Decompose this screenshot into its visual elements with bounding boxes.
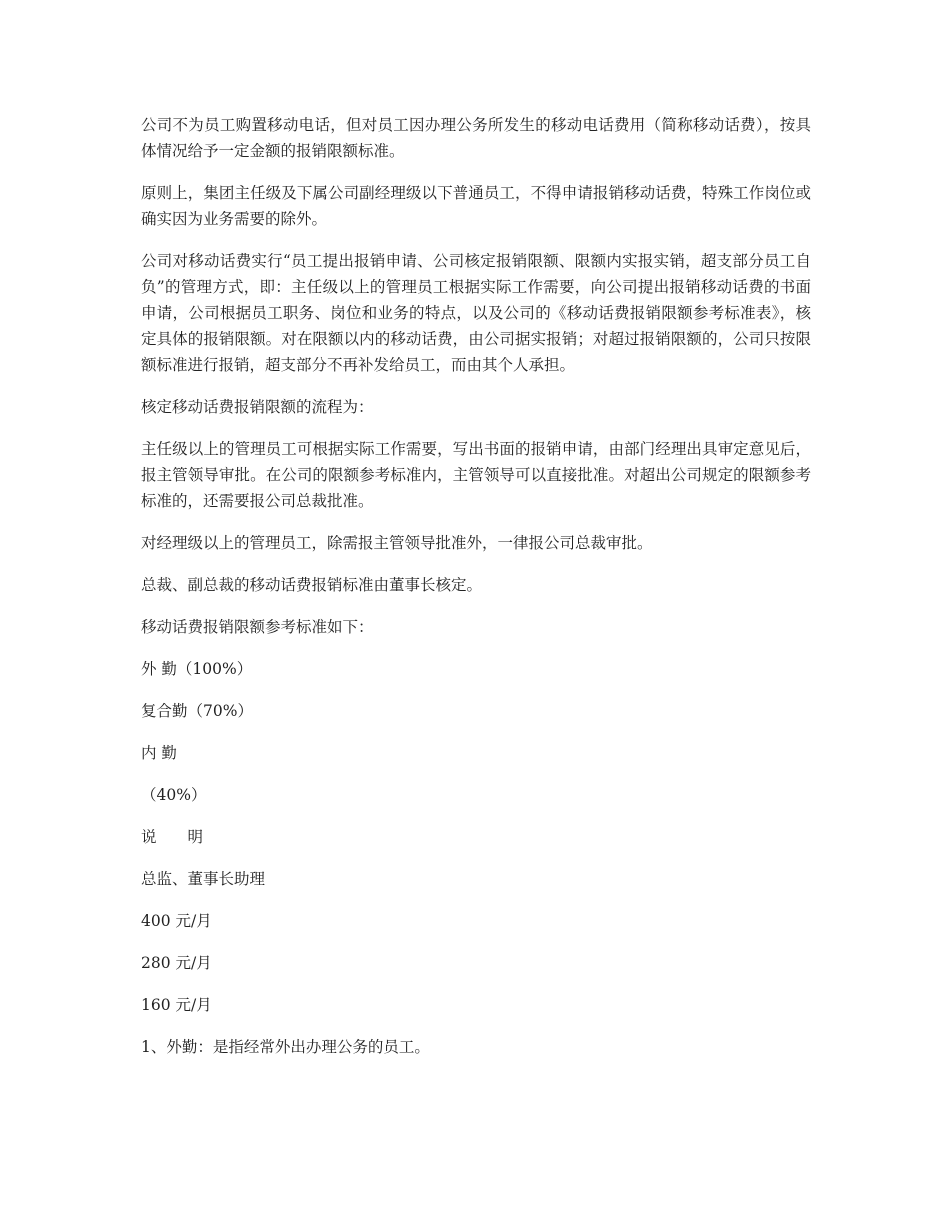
amount-office-work: 160 元/月 bbox=[141, 996, 212, 1014]
paragraph-manager-approval: 对经理级以上的管理员工，除需报主管领导批准外，一律报公司总裁审批。 bbox=[141, 534, 653, 552]
paragraph-process-heading: 核定移动话费报销限额的流程为： bbox=[141, 398, 374, 416]
document-body bbox=[141, 112, 811, 1076]
category-office-work-percent: （40%） bbox=[141, 786, 207, 804]
column-notes-label: 说 明 bbox=[141, 828, 204, 846]
category-mixed-work: 复合勤（70%） bbox=[141, 702, 253, 720]
paragraph-principle: 原则上，集团主任级及下属公司副经理级以下普通员工，不得申请报销移动话费，特殊工作岗位或确实因为业务需要的除外。 bbox=[141, 184, 811, 228]
paragraph-intro: 公司不为员工购置移动电话，但对员工因办理公务所发生的移动电话费用（简称移动话费），按具体情况给予一定金额的报销限额标准。 bbox=[141, 116, 811, 160]
paragraph-process-detail: 主任级以上的管理员工可根据实际工作需要，写出书面的报销申请，由部门经理出具审定意见后，报主管领导审批。在公司的限额参考标准内，主管领导可以直接批准。对超出公司规定的限额参考标准的，还需要报公司总裁批准。 bbox=[141, 440, 811, 510]
amount-field-work: 400 元/月 bbox=[141, 912, 212, 930]
position-director-assistant: 总监、董事长助理 bbox=[141, 870, 266, 888]
category-office-work: 内 勤 bbox=[141, 744, 177, 762]
paragraph-reference-heading: 移动话费报销限额参考标准如下： bbox=[141, 618, 374, 636]
category-field-work: 外 勤（100%） bbox=[141, 660, 253, 678]
paragraph-management-method: 公司对移动话费实行“员工提出报销申请、公司核定报销限额、限额内实报实销，超支部分员工自负”的管理方式，即：主任级以上的管理员工根据实际工作需要，向公司提出报销移动话费的书面申请，公司根据员工职务、岗位和业务的特点，以及公司的《移动话费报销限额参考标准表》，核定具体的报销限额。对在限额以内的移动话费，由公司据实报销；对超过报销限额的，公司只按限额标准进行报销，超支部分不再补发给员工，而由其个人承担。 bbox=[141, 252, 811, 374]
note-field-work-definition: 1、外勤：是指经常外出办理公务的员工。 bbox=[141, 1038, 430, 1056]
amount-mixed-work: 280 元/月 bbox=[141, 954, 212, 972]
paragraph-president-standard: 总裁、副总裁的移动话费报销标准由董事长核定。 bbox=[141, 576, 483, 594]
